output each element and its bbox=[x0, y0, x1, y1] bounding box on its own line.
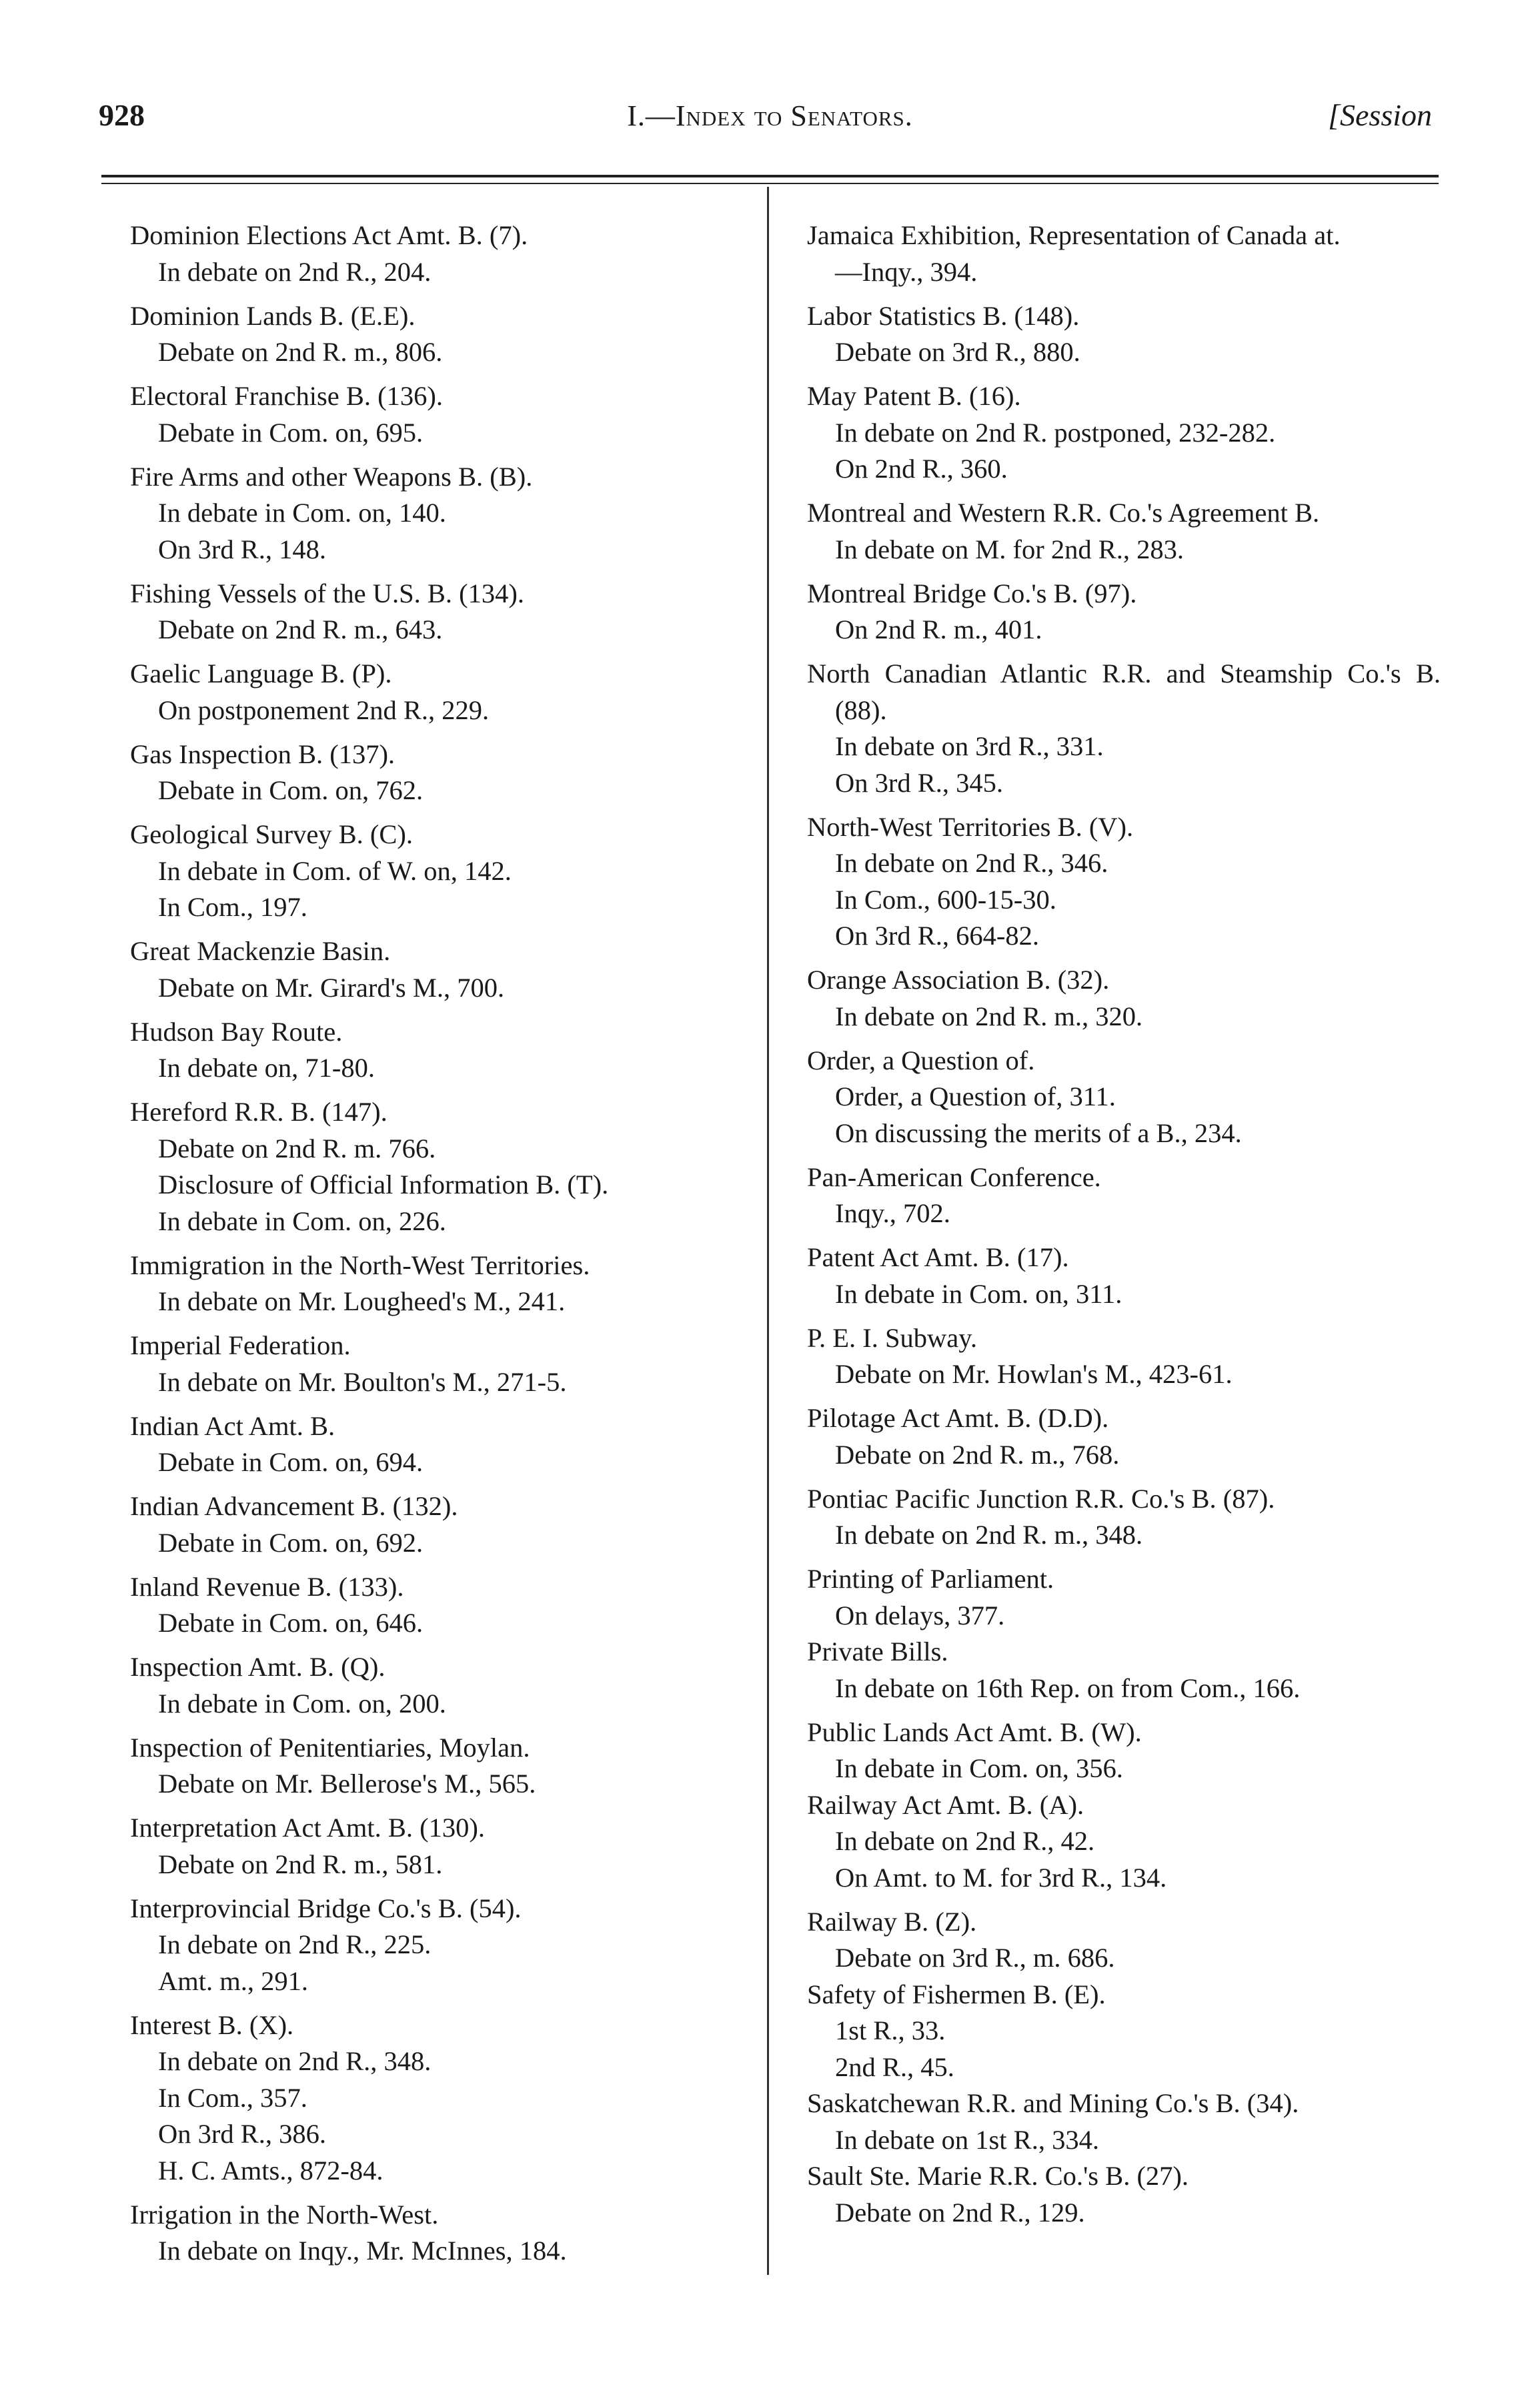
entry-reference: In debate on Inqy., Mr. McInnes, 184. bbox=[158, 2236, 567, 2266]
entry-reference: Debate in Com. on, 762. bbox=[158, 775, 424, 805]
entry-heading: Imperial Federation. bbox=[130, 1330, 351, 1360]
entry-reference: In Com., 357. bbox=[158, 2082, 307, 2113]
entry-reference: 2nd R., 45. bbox=[835, 2051, 954, 2082]
index-entry bbox=[807, 656, 1441, 801]
index-entry bbox=[130, 1328, 744, 1400]
entry-reference: On 3rd R., 345. bbox=[835, 767, 1003, 798]
index-entry bbox=[130, 378, 744, 451]
index-entry bbox=[130, 217, 744, 290]
entry-heading: Safety of Fishermen B. (E). bbox=[807, 1979, 1106, 2009]
column-divider bbox=[767, 187, 769, 2275]
index-entry bbox=[130, 1248, 744, 1320]
entry-reference: In debate on 2nd R., 348. bbox=[158, 2046, 432, 2076]
entry-reference: Debate in Com. on, 692. bbox=[158, 1527, 424, 1558]
index-entry bbox=[807, 1715, 1441, 1787]
entry-reference: In debate on 2nd R., 204. bbox=[158, 256, 432, 287]
index-entry bbox=[807, 1400, 1441, 1473]
running-title bbox=[0, 98, 1540, 132]
index-entry bbox=[807, 2158, 1441, 2231]
index-entry bbox=[807, 1787, 1441, 1897]
entry-heading: Orange Association B. (32). bbox=[807, 965, 1110, 995]
index-entry bbox=[130, 817, 744, 926]
entry-reference: On 3rd R., 664-82. bbox=[835, 921, 1039, 951]
entry-heading: May Patent B. (16). bbox=[807, 381, 1021, 411]
entry-heading: Printing of Parliament. bbox=[807, 1564, 1054, 1594]
entry-heading: Indian Advancement B. (132). bbox=[130, 1491, 458, 1521]
index-entry bbox=[130, 1569, 744, 1642]
index-entry bbox=[807, 217, 1441, 290]
entry-heading: Geological Survey B. (C). bbox=[130, 819, 414, 849]
entry-reference: Order, a Question of, 311. bbox=[835, 1081, 1116, 1111]
index-entry bbox=[807, 1159, 1441, 1232]
session-label: [Session bbox=[1328, 98, 1432, 132]
index-entry bbox=[130, 1408, 744, 1481]
index-entry bbox=[807, 495, 1441, 568]
index-entry bbox=[807, 809, 1441, 955]
entry-heading: Dominion Lands B. (E.E). bbox=[130, 300, 416, 331]
entry-heading: North Canadian Atlantic R.R. and Steamship Co.'s B. (88). bbox=[807, 658, 1441, 725]
entry-heading: Pan-American Conference. bbox=[807, 1161, 1101, 1192]
entry-reference: In debate on M. for 2nd R., 283. bbox=[835, 534, 1185, 564]
entry-heading: Inspection Amt. B. (Q). bbox=[130, 1652, 386, 1682]
entry-heading: Railway Act Amt. B. (A). bbox=[807, 1789, 1084, 1820]
index-entry bbox=[130, 656, 744, 729]
index-entry bbox=[130, 2007, 744, 2190]
right-column bbox=[807, 217, 1441, 2239]
entry-heading: Pilotage Act Amt. B. (D.D). bbox=[807, 1403, 1109, 1433]
entry-heading: Montreal and Western R.R. Co.'s Agreement B. bbox=[807, 498, 1320, 528]
entry-heading: Dominion Elections Act Amt. B. (7). bbox=[130, 220, 528, 250]
entry-heading: Hudson Bay Route. bbox=[130, 1016, 343, 1047]
entry-reference: In debate on 2nd R., 42. bbox=[835, 1826, 1095, 1856]
entry-reference: On 2nd R., 360. bbox=[835, 454, 1008, 484]
running-title-main: Index to Senators. bbox=[675, 99, 913, 132]
entry-heading: P. E. I. Subway. bbox=[807, 1322, 978, 1353]
index-entry bbox=[130, 1649, 744, 1722]
entry-reference: Debate on 3rd R., m. 686. bbox=[835, 1943, 1115, 1973]
index-entry bbox=[130, 1810, 744, 1883]
entry-reference: Debate on 2nd R., 129. bbox=[835, 2197, 1085, 2228]
entry-reference: In debate in Com. on, 356. bbox=[835, 1753, 1123, 1783]
index-entry bbox=[130, 1488, 744, 1561]
index-entry bbox=[130, 576, 744, 648]
entry-reference: On discussing the merits of a B., 234. bbox=[835, 1117, 1242, 1148]
header-rule-thick bbox=[101, 175, 1439, 177]
entry-reference: In debate on 3rd R., 331. bbox=[835, 731, 1104, 761]
entry-heading: Inland Revenue B. (133). bbox=[130, 1571, 404, 1602]
entry-heading: Electoral Franchise B. (136). bbox=[130, 381, 443, 411]
index-entry bbox=[130, 298, 744, 371]
entry-reference: Debate on 2nd R. m., 643. bbox=[158, 614, 443, 644]
entry-heading: Interprovincial Bridge Co.'s B. (54). bbox=[130, 1893, 522, 1923]
entry-reference: In debate in Com. on, 140. bbox=[158, 498, 446, 528]
index-entry bbox=[807, 1634, 1441, 1707]
entry-reference: Debate on 3rd R., 880. bbox=[835, 337, 1080, 367]
entry-reference: Debate in Com. on, 695. bbox=[158, 417, 424, 448]
entry-reference: In debate on Mr. Boulton's M., 271-5. bbox=[158, 1366, 567, 1397]
entry-reference: Debate on 2nd R. m., 768. bbox=[835, 1439, 1120, 1470]
entry-reference: In debate on 16th Rep. on from Com., 166. bbox=[835, 1673, 1301, 1703]
entry-reference: Amt. m., 291. bbox=[158, 1965, 309, 1996]
index-entry bbox=[807, 1240, 1441, 1312]
index-entry bbox=[130, 459, 744, 568]
index-entry bbox=[807, 1481, 1441, 1554]
entry-reference: In debate in Com. of W. on, 142. bbox=[158, 855, 512, 886]
entry-reference: Inqy., 702. bbox=[835, 1198, 950, 1228]
entry-reference: 1st R., 33. bbox=[835, 2015, 946, 2045]
index-entry bbox=[130, 1094, 744, 1240]
entry-heading: Hereford R.R. B. (147). bbox=[130, 1097, 388, 1127]
index-entry bbox=[807, 1043, 1441, 1152]
entry-reference: On postponement 2nd R., 229. bbox=[158, 694, 490, 725]
entry-reference: In debate in Com. on, 311. bbox=[835, 1278, 1122, 1309]
entry-heading: Great Mackenzie Basin. bbox=[130, 936, 391, 966]
index-entry bbox=[130, 933, 744, 1006]
entry-heading: Patent Act Amt. B. (17). bbox=[807, 1242, 1069, 1272]
entry-reference: Disclosure of Official Information B. (T). bbox=[158, 1169, 609, 1200]
header-rule-thin bbox=[101, 183, 1439, 184]
entry-heading: Irrigation in the North-West. bbox=[130, 2199, 439, 2230]
entry-heading: Gas Inspection B. (137). bbox=[130, 739, 396, 769]
entry-reference: —Inqy., 394. bbox=[835, 256, 978, 287]
entry-reference: On 2nd R. m., 401. bbox=[835, 614, 1042, 644]
entry-heading: Interpretation Act Amt. B. (130). bbox=[130, 1813, 486, 1843]
entry-reference: In debate on 2nd R. postponed, 232-282. bbox=[835, 417, 1276, 448]
entry-reference: In debate on 2nd R., 346. bbox=[835, 848, 1108, 878]
entry-reference: In Com., 197. bbox=[158, 892, 307, 922]
entry-reference: In debate on 2nd R., 225. bbox=[158, 1929, 432, 1959]
entry-reference: Debate in Com. on, 646. bbox=[158, 1608, 424, 1638]
entry-heading: Pontiac Pacific Junction R.R. Co.'s B. (87). bbox=[807, 1483, 1275, 1514]
entry-reference: Debate on 2nd R. m. 766. bbox=[158, 1133, 436, 1163]
entry-reference: On delays, 377. bbox=[835, 1600, 1005, 1630]
entry-reference: Debate on Mr. Girard's M., 700. bbox=[158, 972, 505, 1003]
index-entry bbox=[807, 298, 1441, 371]
entry-reference: In debate on, 71-80. bbox=[158, 1053, 375, 1083]
entry-reference: On Amt. to M. for 3rd R., 134. bbox=[835, 1862, 1167, 1893]
entry-heading: Railway B. (Z). bbox=[807, 1906, 977, 1937]
entry-reference: In debate on 2nd R. m., 320. bbox=[835, 1001, 1143, 1031]
entry-reference: On 3rd R., 386. bbox=[158, 2119, 326, 2149]
entry-reference: Debate on Mr. Bellerose's M., 565. bbox=[158, 1769, 536, 1799]
index-entry bbox=[807, 1977, 1441, 2086]
index-entry bbox=[130, 1730, 744, 1803]
entry-reference: H. C. Amts., 872-84. bbox=[158, 2155, 383, 2186]
index-entry bbox=[807, 1561, 1441, 1634]
entry-heading: Sault Ste. Marie R.R. Co.'s B. (27). bbox=[807, 2161, 1189, 2191]
index-entry bbox=[807, 962, 1441, 1035]
entry-heading: Fishing Vessels of the U.S. B. (134). bbox=[130, 578, 525, 608]
entry-reference: In debate on Mr. Lougheed's M., 241. bbox=[158, 1286, 566, 1316]
entry-heading: Fire Arms and other Weapons B. (B). bbox=[130, 461, 533, 492]
running-title-prefix: I.— bbox=[627, 99, 676, 132]
index-entry bbox=[807, 576, 1441, 648]
index-entry bbox=[130, 737, 744, 809]
entry-reference: In debate on 2nd R. m., 348. bbox=[835, 1520, 1143, 1550]
entry-heading: Interest B. (X). bbox=[130, 2009, 294, 2040]
index-entry bbox=[130, 1891, 744, 2000]
entry-heading: Jamaica Exhibition, Representation of Canada at. bbox=[807, 220, 1341, 250]
entry-heading: Order, a Question of. bbox=[807, 1045, 1035, 1075]
entry-heading: Labor Statistics B. (148). bbox=[807, 300, 1080, 331]
entry-reference: In debate in Com. on, 200. bbox=[158, 1688, 446, 1719]
entry-heading: Immigration in the North-West Territories. bbox=[130, 1250, 590, 1280]
page-number: 928 bbox=[99, 98, 145, 132]
entry-reference: In debate in Com. on, 226. bbox=[158, 1206, 446, 1236]
entry-reference: In Com., 600-15-30. bbox=[835, 884, 1056, 915]
entry-heading: Gaelic Language B. (P). bbox=[130, 658, 392, 688]
entry-reference: In debate on 1st R., 334. bbox=[835, 2124, 1099, 2155]
entry-reference: On 3rd R., 148. bbox=[158, 534, 326, 564]
index-entry bbox=[807, 378, 1441, 488]
entry-heading: North-West Territories B. (V). bbox=[807, 811, 1134, 842]
index-entry bbox=[807, 2085, 1441, 2158]
entry-heading: Saskatchewan R.R. and Mining Co.'s B. (34). bbox=[807, 2088, 1299, 2118]
left-column bbox=[130, 217, 744, 2277]
entry-reference: Debate on 2nd R. m., 581. bbox=[158, 1849, 443, 1879]
index-entry bbox=[130, 2197, 744, 2270]
entry-heading: Private Bills. bbox=[807, 1636, 948, 1666]
index-entry bbox=[807, 1320, 1441, 1393]
entry-heading: Public Lands Act Amt. B. (W). bbox=[807, 1717, 1142, 1747]
index-entry bbox=[807, 1904, 1441, 1977]
index-entry bbox=[130, 1014, 744, 1087]
entry-heading: Inspection of Penitentiaries, Moylan. bbox=[130, 1732, 530, 1763]
entry-heading: Montreal Bridge Co.'s B. (97). bbox=[807, 578, 1137, 608]
entry-reference: Debate on 2nd R. m., 806. bbox=[158, 337, 443, 367]
entry-heading: Indian Act Amt. B. bbox=[130, 1410, 335, 1441]
entry-reference: Debate in Com. on, 694. bbox=[158, 1447, 424, 1477]
entry-reference: Debate on Mr. Howlan's M., 423-61. bbox=[835, 1359, 1233, 1389]
